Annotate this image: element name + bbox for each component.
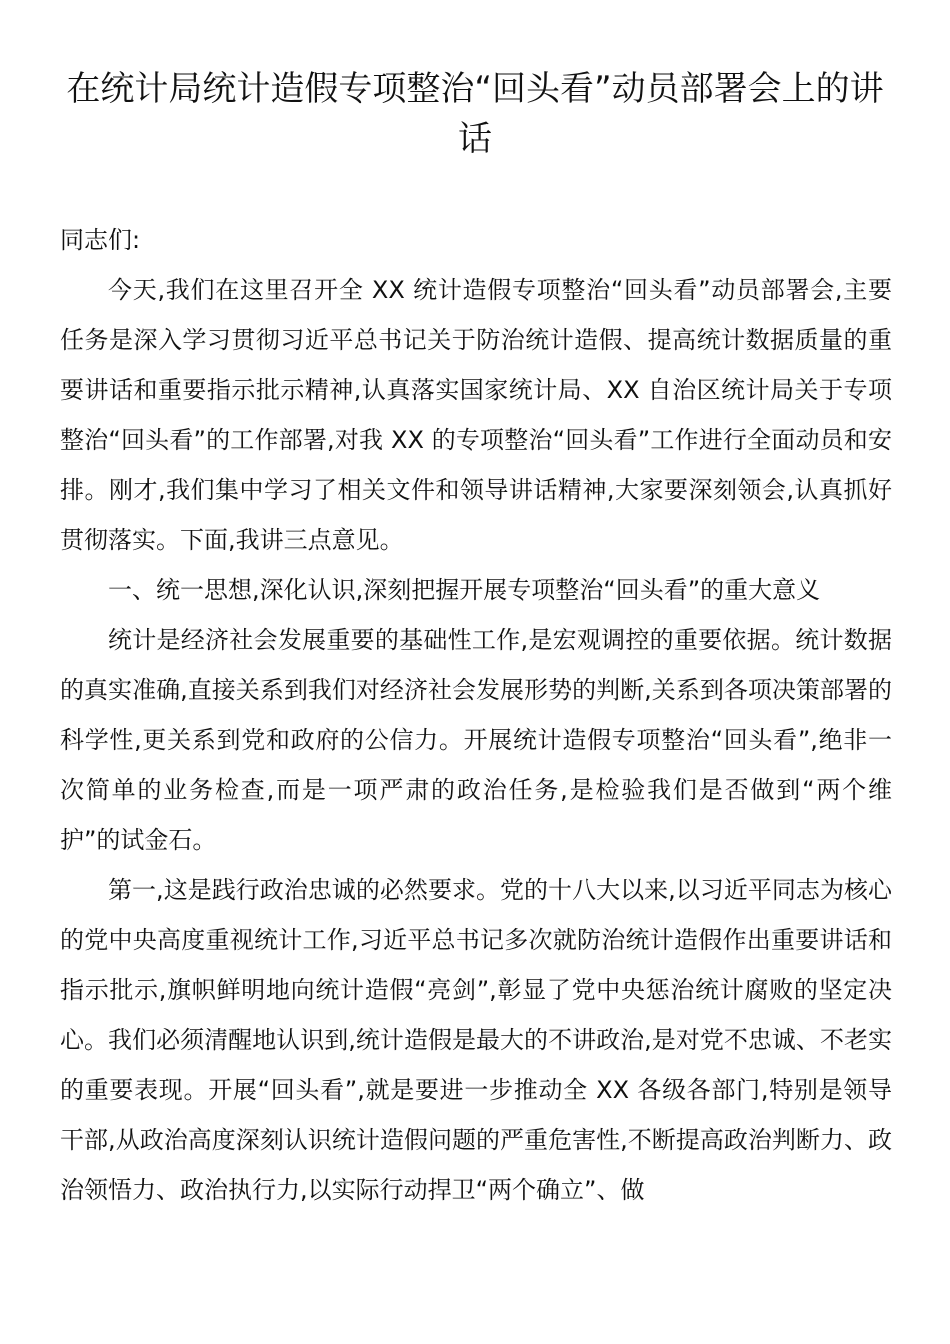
paragraph-significance: 统计是经济社会发展重要的基础性工作,是宏观调控的重要依据。统计数据的真实准确,直接关系到我们对经济社会发展形势的判断,关系到各项决策部署的科学性,更关系到党和政府的公信力。开展统计造假专项整治“回头看”,绝非一次简单的业务检查,而是一项严肃的政治任务,是检验我们是否做到“两个维护”的试金石。 xyxy=(60,626,892,854)
paragraph-first-point: 第一,这是践行政治忠诚的必然要求。党的十八大以来,以习近平同志为核心的党中央高度重视统计工作,习近平总书记多次就防治统计造假作出重要讲话和指示批示,旗帜鲜明地向统计造假“亮剑”,彰显了党中央惩治统计腐败的坚定决心。我们必须清醒地认识到,统计造假是最大的不讲政治,是对党不忠诚、不老实的重要表现。开展“回头看”,就是要进一步推动全 XX 各级各部门,特别是领导干部,从政治高度深刻认识统计造假问题的严重危害性,不断提高政治判断力、政治领悟力、政治执行力,以实际行动捍卫“两个确立”、做 xyxy=(60,876,892,1204)
section-heading-1: 一、统一思想,深化认识,深刻把握开展专项整治“回头看”的重大意义 xyxy=(108,576,821,604)
paragraph-intro: 今天,我们在这里召开全 XX 统计造假专项整治“回头看”动员部署会,主要任务是深入学习贯彻习近平总书记关于防治统计造假、提高统计数据质量的重要讲话和重要指示批示精神,认真落实国家统计局、XX 自治区统计局关于专项整治“回头看”的工作部署,对我 XX 的专项整治“回头看”工作进行全面动员和安排。刚才,我们集中学习了相关文件和领导讲话精神,大家要深刻领会,认真抓好贯彻落实。下面,我讲三点意见。 xyxy=(60,276,892,554)
document-title: 在统计局统计造假专项整治“回头看”动员部署会上的讲话 xyxy=(66,69,884,159)
salutation: 同志们: xyxy=(60,226,141,254)
document-body xyxy=(60,215,892,1215)
